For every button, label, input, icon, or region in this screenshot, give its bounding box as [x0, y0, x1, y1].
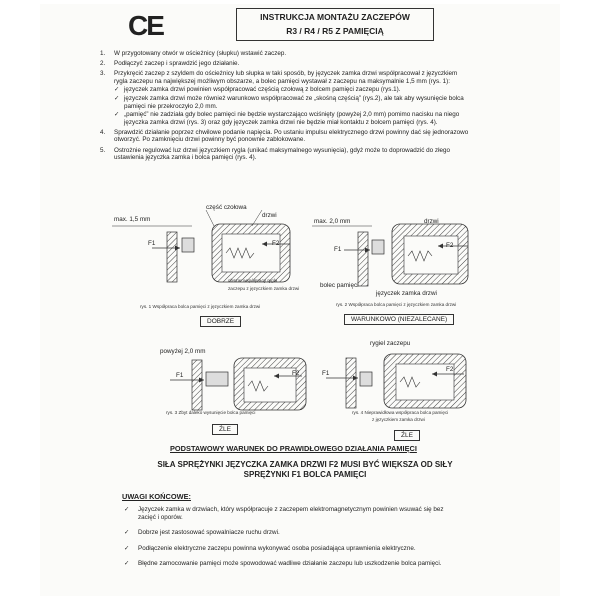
step-3-substeps	[114, 86, 470, 126]
fig1-max-label: max. 1,5 mm	[114, 216, 151, 223]
fig1-verdict-badge: DOBRZE	[200, 316, 241, 327]
substep-3: ✓ „pamięć” nie zadziała gdy bolec pamięci nie będzie wystarczająco wciśnięty (powyżej 2,0 mm) pomimo nacisku na niego języczka zamka drzwi (rys. 3) oraz gdy języczek zamka drzwi nie będzie miał kontaktu z bolcem pamięci (rys. 4).	[114, 111, 460, 126]
fig3-verdict-badge: ŹLE	[212, 424, 238, 435]
fig1-caption: rys. 1 Współpraca bolca pamięci z języczkiem zamka drzwi	[140, 304, 261, 309]
substep-1: ✓ języczek zamka drzwi powinien współpracować częścią czołową z bolcem pamięci zaczepu (rys.1).	[114, 86, 401, 94]
check-icon: ✓	[124, 560, 130, 568]
force-rule	[140, 460, 470, 480]
step-5: 5. Ostrożnie regulować luz drzwi języczkiem rygla (unikać maksymalnego wysunięcia), gdyż może to doprowadzić do złego ustawienia języczka zamka i bolca pamięci (rys. 4).	[100, 146, 450, 162]
check-icon: ✓	[124, 529, 130, 537]
substep-2: ✓ języczek zamka drzwi może również warunkowo współpracować ze „skośną częścią” (rys.2), ale tak aby wysunięcie bolca pamięci nie przekroczyło 2,0 mm.	[114, 94, 464, 110]
installation-steps	[100, 50, 470, 164]
fig3-caption: rys. 3 Zbyt daleko wysunięcie bolca pamięci	[166, 410, 256, 415]
check-icon: ✓	[124, 506, 130, 513]
check-icon: ✓	[114, 86, 120, 94]
fig2-max-label: max. 2,0 mm	[314, 218, 351, 225]
title-line-2: R3 / R4 / R5 Z PAMIĘCIĄ	[286, 26, 384, 36]
fig4-caption-1: rys. 4 Nieprawidłowa współpraca bolca pamięci	[352, 410, 449, 415]
fig2-caption: rys. 2 Współpraca bolca pamięci z języczkiem zamka drzwi	[336, 302, 457, 307]
fig1-door-label: drzwi	[262, 212, 277, 219]
figure-4-diagram	[310, 344, 470, 414]
fig3-f2-label: F2	[292, 370, 300, 377]
fig2-f2-label: F2	[446, 242, 454, 249]
check-icon: ✓	[114, 94, 120, 102]
step-3: 3. Przykręcić zaczep z szyldem do ościeżnicy lub słupka w taki sposób, by języczek zamka drzwi współpracował z języczkiem rygla zaczepu na największej możliwym obszarze, a bolec pamięci wystawał z zaczepu na maksymalnie 1,5 mm (rys. 1): ✓ języczek zamka drzwi powinien współpracować częścią czołową z bolcem pamięci zaczepu (rys.1). ✓ języczek zamka drzwi może również warunkowo współpracować ze „skośną częścią” (rys.2), ale tak aby wysunięcie bolca pamięci nie przekroczyło 2,0 mm. ✓ „pamięć” nie zadziała gdy bolec pamięci nie będzie wystarczająco wciśnięty (powyżej 2,0 mm) pomimo nacisku na niego języczka zamka drzwi (rys. 3) oraz gdy języczek zamka drzwi nie będzie miał kontaktu z bolcem pamięci (rys. 4).	[100, 70, 470, 126]
fig1-f2-label: F2	[272, 240, 280, 247]
ce-mark: CE	[128, 10, 163, 41]
step-1: 1. W przygotowany otwór w ościeżnicy (słupku) wstawić zaczep.	[100, 50, 287, 57]
force-rule-line-1: SIŁA SPRĘŻYNKI JĘZYCZKA ZAMKA DRZWI F2 MUSI BYĆ WIĘKSZA OD SIŁY	[157, 460, 453, 469]
check-icon: ✓	[114, 111, 120, 119]
fig2-bolt-label: bolec pamięci	[320, 282, 359, 289]
note-1: ✓ Języczek zamka w drzwiach, który współpracuje z zaczepem elektromagnetycznym powinien wsuwać się bez zacięć i oporów.	[124, 506, 444, 521]
fig4-verdict-badge: ŹLE	[394, 430, 420, 441]
fig4-f2-label: F2	[446, 366, 454, 373]
title-box	[236, 8, 434, 41]
step-4: 4. Sprawdzić działanie poprzez chwilowe podanie napięcia. Po ustaniu impulsu elektrycznego drzwi powinny dać się jednorazowo otworzyć. Po zamknięciu drzwi powinny być ponownie zablokowane.	[100, 128, 469, 144]
force-rule-line-2: SPRĘŻYNKI F1 BOLCA PAMIĘCI	[243, 470, 367, 479]
fig2-verdict-badge: WARUNKOWO (NIEZALECANE)	[344, 314, 454, 325]
step-2: 2. Podłączyć zaczep i sprawdzić jego działanie.	[100, 60, 240, 68]
main-condition-heading: PODSTAWOWY WARUNEK DO PRAWIDŁOWEGO DZIAŁANIA PAMIĘCI	[170, 444, 417, 453]
note-4: ✓ Błędne zamocowanie pamięci może spowodować wadliwe działanie zaczepu lub uszkodzenie bolca pamięci.	[124, 560, 442, 568]
fig3-above-label: powyżej 2,0 mm	[160, 348, 206, 355]
final-notes-list	[122, 506, 452, 576]
note-2: ✓ Dobrze jest zastosować spowalniacze ruchu drzwi.	[124, 529, 280, 537]
note-3: ✓ Podłączenie elektryczne zaczepu powinna wykonywać osoba posiadająca uprawnienia elektryczne.	[124, 544, 416, 552]
fig1-area-label-1: obszar współpracy rygla	[228, 278, 278, 283]
fig1-f1-label: F1	[148, 240, 156, 247]
title-line-1: INSTRUKCJA MONTAŻU ZACZEPÓW	[260, 12, 410, 22]
fig4-caption-2: z języczkiem zamka drzwi	[372, 417, 425, 422]
final-notes-heading: UWAGI KOŃCOWE:	[122, 492, 191, 501]
fig2-f1-label: F1	[334, 246, 342, 253]
fig1-area-label-2: zaczepu z języczkiem zamka drzwi	[228, 286, 300, 291]
check-icon: ✓	[124, 544, 130, 552]
fig4-rygiel-label: rygiel zaczepu	[370, 340, 411, 347]
fig4-f1-label: F1	[322, 370, 330, 377]
fig2-latch-label: języczek zamka drzwi	[376, 290, 437, 297]
fig2-door-label: drzwi	[424, 218, 439, 225]
fig3-f1-label: F1	[176, 372, 184, 379]
fig1-front-label: część czołowa	[206, 204, 247, 211]
